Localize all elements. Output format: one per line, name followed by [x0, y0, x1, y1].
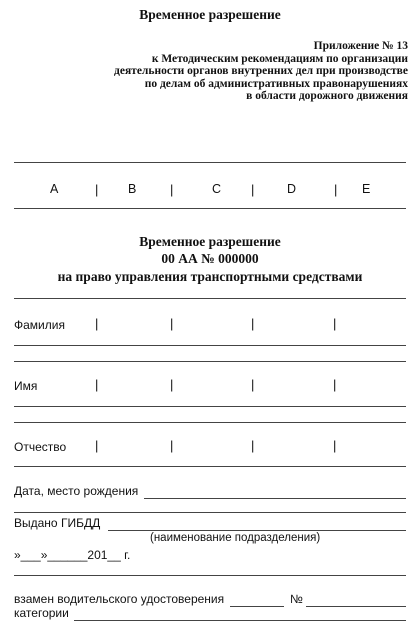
- permit-number: 00 АА № 000000: [161, 251, 259, 266]
- separator: |: [334, 182, 338, 197]
- letter-c: C: [212, 182, 222, 196]
- separator: |: [170, 182, 174, 197]
- permit-subtitle: на право управления транспортными средствами: [57, 269, 363, 284]
- name-line[interactable]: [14, 406, 406, 407]
- letter-d: D: [287, 182, 297, 196]
- appendix-head: Приложение № 13: [313, 40, 408, 52]
- number-sign: №: [290, 592, 303, 606]
- birth-line[interactable]: [144, 498, 406, 499]
- separator: |: [170, 438, 174, 453]
- appendix-line-2: деятельности органов внутренних дел при производстве: [114, 65, 408, 77]
- separator: |: [251, 438, 255, 453]
- categories-label: категории: [14, 606, 69, 620]
- top-title: Временное разрешение: [139, 7, 281, 22]
- separator: |: [170, 316, 174, 331]
- separator: |: [170, 377, 174, 392]
- separator: |: [333, 316, 337, 331]
- letter-a: A: [50, 182, 59, 196]
- instead-label: взамен водительского удостоверения: [14, 592, 225, 606]
- surname-line[interactable]: [14, 345, 406, 346]
- separator: |: [95, 316, 99, 331]
- patronymic-label: Отчество: [14, 440, 67, 454]
- appendix-line-1: к Методическим рекомендациям по организации: [151, 52, 408, 65]
- letter-b: B: [128, 182, 137, 196]
- separator: |: [251, 377, 255, 392]
- divider: [14, 298, 406, 299]
- birth-label: Дата, место рождения: [14, 484, 139, 498]
- divider: [14, 422, 406, 423]
- divider: [14, 162, 406, 163]
- appendix-block: [114, 40, 408, 103]
- appendix-line-3: по делам об административных правонарушениях: [144, 77, 408, 90]
- license-number-line[interactable]: [306, 606, 406, 607]
- separator: |: [95, 377, 99, 392]
- issue-date[interactable]: »___»______201__ г.: [14, 548, 131, 562]
- birth-line-2[interactable]: [14, 512, 406, 513]
- divider: [14, 361, 406, 362]
- separator: |: [251, 182, 255, 197]
- permit-title: Временное разрешение: [139, 234, 281, 249]
- divider: [14, 575, 406, 576]
- letter-e: E: [362, 182, 371, 196]
- name-label: Имя: [14, 379, 38, 393]
- divider: [14, 208, 406, 209]
- appendix-line-4: в области дорожного движения: [246, 90, 408, 102]
- issued-label: Выдано ГИБДД: [14, 516, 101, 530]
- issued-hint: (наименование подразделения): [150, 532, 321, 544]
- categories-line[interactable]: [74, 620, 406, 621]
- surname-label: Фамилия: [14, 318, 65, 332]
- separator: |: [333, 438, 337, 453]
- patronymic-line[interactable]: [14, 466, 406, 467]
- license-series-line[interactable]: [230, 606, 284, 607]
- issued-line[interactable]: [108, 530, 406, 531]
- separator: |: [95, 182, 99, 197]
- separator: |: [333, 377, 337, 392]
- separator: |: [251, 316, 255, 331]
- separator: |: [95, 438, 99, 453]
